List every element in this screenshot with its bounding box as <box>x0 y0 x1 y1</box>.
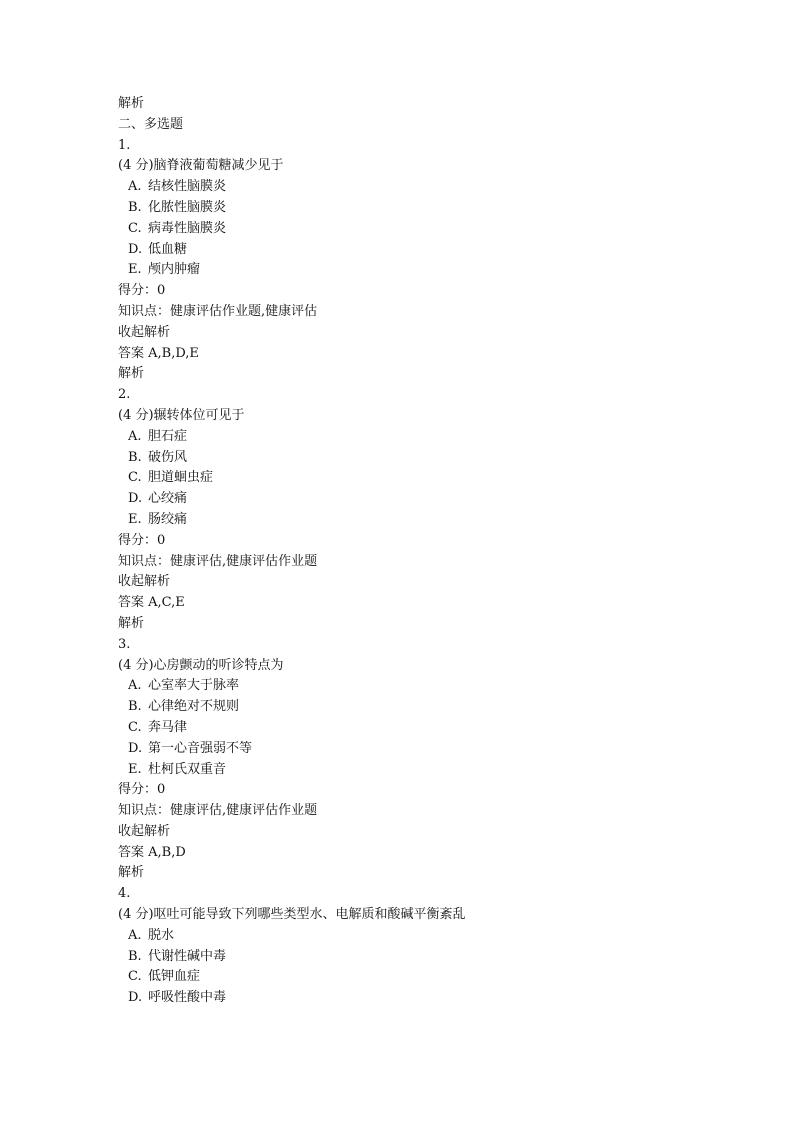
option-text: 心律绝对不规则 <box>148 699 240 715</box>
option-text: 破伤风 <box>148 449 188 465</box>
question-number: 1. <box>118 137 131 153</box>
option-c <box>118 967 758 988</box>
question-number: 3. <box>118 636 131 652</box>
option-text: 奔马律 <box>148 719 188 735</box>
option-letter: B. <box>128 948 142 964</box>
collapse-analysis-link[interactable]: 收起解析 <box>118 324 171 340</box>
option-letter: C. <box>128 470 142 486</box>
option-b <box>118 947 758 968</box>
question-stem: (4 分)呕吐可能导致下列哪些类型水、电解质和酸碱平衡紊乱 <box>118 907 466 923</box>
option-letter: B. <box>128 449 142 465</box>
analysis-label: 解析 <box>118 366 145 382</box>
option-text: 颅内肿瘤 <box>148 262 201 278</box>
knowledge-point: 知识点：健康评估作业题,健康评估 <box>118 303 318 319</box>
option-text: 肠绞痛 <box>148 511 188 527</box>
question-stem: (4 分)辗转体位可见于 <box>118 407 245 423</box>
answer-text: 答案 A,B,D <box>118 844 186 860</box>
option-a <box>118 427 758 448</box>
option-letter: A. <box>128 927 142 943</box>
option-d <box>118 739 758 760</box>
question-stem: (4 分)心房颤动的听诊特点为 <box>118 657 284 673</box>
option-letter: A. <box>128 428 142 444</box>
option-letter: D. <box>128 990 143 1006</box>
question-3 <box>118 635 758 885</box>
option-text: 胆石症 <box>148 428 188 444</box>
option-letter: D. <box>128 740 143 756</box>
analysis-label: 解析 <box>118 96 145 111</box>
option-text: 脱水 <box>148 927 175 943</box>
collapse-analysis-link[interactable]: 收起解析 <box>118 823 171 839</box>
option-letter: C. <box>128 969 142 985</box>
knowledge-point: 知识点：健康评估,健康评估作业题 <box>118 803 318 819</box>
score-text: 得分：0 <box>118 532 166 548</box>
option-text: 化脓性脑膜炎 <box>148 199 227 215</box>
option-letter: B. <box>128 699 142 715</box>
option-b <box>118 448 758 469</box>
option-text: 低钾血症 <box>148 969 201 985</box>
answer-text: 答案 A,C,E <box>118 595 185 611</box>
option-letter: C. <box>128 220 142 236</box>
option-letter: E. <box>128 511 142 527</box>
score-text: 得分：0 <box>118 782 166 798</box>
option-letter: E. <box>128 761 142 777</box>
analysis-label: 解析 <box>118 615 145 631</box>
option-text: 结核性脑膜炎 <box>148 179 227 195</box>
option-b <box>118 198 758 219</box>
question-4 <box>118 884 758 1009</box>
option-e <box>118 510 758 531</box>
knowledge-point: 知识点：健康评估,健康评估作业题 <box>118 553 318 569</box>
option-letter: C. <box>128 719 142 735</box>
option-text: 呼吸性酸中毒 <box>148 990 227 1006</box>
question-1 <box>118 136 758 386</box>
option-text: 病毒性脑膜炎 <box>148 220 227 236</box>
option-a <box>118 177 758 198</box>
option-letter: D. <box>128 241 143 257</box>
option-text: 胆道蛔虫症 <box>148 470 214 486</box>
collapse-analysis-link[interactable]: 收起解析 <box>118 574 171 590</box>
question-stem: (4 分)脑脊液葡萄糖减少见于 <box>118 158 284 174</box>
option-e <box>118 760 758 781</box>
question-number: 4. <box>118 886 131 902</box>
score-text: 得分：0 <box>118 283 166 299</box>
option-d <box>118 240 758 261</box>
answer-text: 答案 A,B,D,E <box>118 345 199 361</box>
option-letter: A. <box>128 179 142 195</box>
option-c <box>118 718 758 739</box>
question-2 <box>118 385 758 635</box>
option-a <box>118 926 758 947</box>
option-text: 心绞痛 <box>148 491 188 507</box>
option-letter: E. <box>128 262 142 278</box>
option-text: 杜柯氏双重音 <box>148 761 227 777</box>
option-d <box>118 988 758 1009</box>
option-letter: A. <box>128 678 142 694</box>
option-d <box>118 489 758 510</box>
option-a <box>118 676 758 697</box>
option-c <box>118 468 758 489</box>
document-page <box>118 94 758 1009</box>
option-b <box>118 697 758 718</box>
option-e <box>118 260 758 281</box>
analysis-label: 解析 <box>118 865 145 881</box>
option-text: 代谢性碱中毒 <box>148 948 227 964</box>
option-c <box>118 219 758 240</box>
option-letter: B. <box>128 199 142 215</box>
question-number: 2. <box>118 387 131 403</box>
option-letter: D. <box>128 491 143 507</box>
option-text: 低血糖 <box>148 241 188 257</box>
option-text: 第一心音强弱不等 <box>148 740 253 756</box>
option-text: 心室率大于脉率 <box>148 678 240 694</box>
section-title: 二、多选题 <box>118 116 184 132</box>
